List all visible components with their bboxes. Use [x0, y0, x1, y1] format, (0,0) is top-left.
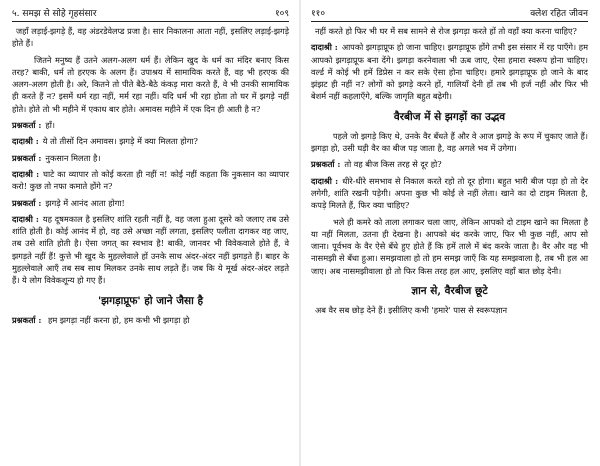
right-page [301, 0, 600, 466]
right-paragraphs-1 [311, 25, 588, 103]
paragraph-text: हम झगड़ा नहीं करना हो, हम कभी भी झगड़ा हो [48, 314, 190, 325]
paragraph [12, 197, 289, 209]
paragraph [12, 54, 289, 115]
speaker-label: दादाश्री : [12, 136, 39, 147]
speaker-label: प्रश्नकर्ता : [12, 152, 42, 163]
section-heading: वैरबीज में से झगड़ों का उद्भव [393, 110, 506, 123]
page-number: ११० [311, 9, 326, 19]
paragraph-text: पहले जो झगड़े किए थे, उनके वैर बँधते हैं और वे आज झगड़े के रूप में चुकाए जाते हैं। झगड़ा हो, उसी घड़ी वैर का बीज पड़ जाता है, वह अगले भव में उगेगा। [311, 130, 588, 154]
paragraph [311, 304, 588, 316]
page-number: १०९ [274, 9, 289, 19]
paragraph [311, 175, 588, 212]
speaker-label: दादाश्री : [311, 42, 338, 53]
paragraph [12, 135, 289, 147]
paragraph [12, 119, 289, 131]
left-paragraphs [12, 25, 289, 287]
right-paragraphs-2 [311, 130, 588, 277]
paragraph-text: धीरे-धीरे समभाव से निकाल करते रहो तो दूर होगा। बहुत भारी बीज पड़ा हो तो देर लगेगी, शांति रखनी पड़ेगी। अपना कुछ भी कोई ले नहीं लेता। खाने का दो टाइम मिलता है, कपड़े मिलते हैं, फिर क्या चाहिए? [311, 175, 588, 211]
paragraph-text: तो वह बीज किस तरह से दूर हो? [344, 159, 442, 170]
paragraph [311, 158, 588, 170]
paragraph-text: भले ही कमरे को ताला लगाकर चला जाए, लेकिन आपको दो टाइम खाने का मिलता है या नहीं मिलता, उतना ही देखना है। आपको बंद करके जाए, फिर भी कुछ नहीं, आप सो जाना। पूर्वभव के वैर ऐसे बँधे हुए होते हैं कि हमें ताले में बंद करके जाता है। वैर और वह भी नासमझी से बँधा हुआ। समझवाला हो तो हम समझ जाएँ कि यह समझवाला है, तब भी हल आ जाए। अब नासमझीवाला हो तो फिर किस तरह हल आए, इसलिए वहाँ बात छोड़ देनी। [311, 216, 588, 276]
speaker-label: दादाश्री : [12, 168, 40, 179]
paragraph [12, 213, 289, 287]
paragraph-text: यह दूषमकाल है इसलिए शांति रहती नहीं है, वह जला हुआ दूसरे को जलाए तब उसे शांति होती है। कोई आनंद में हो, वह उसे अच्छा नहीं लगता, इसलिए पलीता दागकर वह जाए, तब उसे शांति होती है। ऐसा जगत् का स्वभाव है! बाकी, जानवर भी विवेकवाले होते हैं, वे झगड़ते नहीं हैं! कुत्ते भी खुद के मुहल्लेवाले हों उनके साथ अंदर-अंदर नहीं झगड़ते हैं। बाहर के मुहल्लेवाले आएँ तब सब साथ मिलकर उनके साथ लड़ते हैं। जब कि ये मूर्ख अंदर-अंदर लड़ते हैं। ये लोग विवेकशून्य हो गए हैं। [12, 213, 289, 286]
section-heading: 'झगड़ाप्रूफ' हो जाने जैसा है [97, 294, 204, 307]
speaker-label: प्रश्नकर्ता : [12, 197, 42, 208]
speaker-label: दादाश्री : [12, 213, 39, 224]
paragraph [311, 130, 588, 155]
paragraph [12, 314, 289, 326]
paragraph [12, 25, 289, 50]
paragraph [311, 25, 588, 37]
paragraph [12, 152, 289, 164]
paragraph [311, 216, 588, 277]
paragraph-text: हाँ। [45, 120, 55, 131]
right-page-header [311, 6, 588, 22]
section-heading: ज्ञान से, वैरबीज छूटे [411, 285, 488, 298]
paragraph-text: घाटे का व्यापार तो कोई करता ही नहीं न! कोई नहीं कहता कि नुकसान का व्यापार करो! कुछ तो नफा कमाते होंगे न? [12, 168, 289, 192]
paragraph-text: अब वैर सब छोड़ देने हैं। इसीलिए कभी 'हमारे' पास से स्वरूपज्ञान [315, 305, 508, 316]
paragraph-text: नहीं करते हो फिर भी घर में सब सामने से रोज झगड़ा करते हों तो वहाँ क्या करना चाहिए? [315, 26, 577, 36]
paragraph-text: नुकसान मिलता है। [45, 152, 101, 163]
paragraph-text: जितने मनुष्य हैं उतने अलग-अलग धर्म हैं। लेकिन खुद के धर्म का मंदिर बनाए किस तरह? बाकी, धर्म तो हरएक के अलग हैं। उपाश्रय में सामायिक करते हैं, वह भी हरएक की अलग-अलग होती है। अरे, कितने तो पीते बैठे-बैठे कंकड़ मारा करते हैं, वे भी उनकी सामायिक ही करते हैं न? इसमें धर्म रहा नहीं, मर्म रहा नहीं। यदि धर्म भी रहा होता तो घर में झगड़े नहीं होते। होते तो भी महीने में एकाध बार होते। अमावस महीने में एक दिन ही आती है न? [12, 54, 289, 114]
speaker-label: प्रश्नकर्ता : [12, 120, 42, 131]
paragraph [12, 168, 289, 193]
paragraph [311, 41, 588, 102]
paragraph-text: झगड़े में आनंद आता होगा! [45, 197, 125, 208]
paragraph-text: ये तो तीसों दिन अमावस। झगड़े में क्या मिलता होगा? [42, 136, 198, 147]
speaker-label: प्रश्नकर्ता : [311, 159, 341, 170]
speaker-label: प्रश्नकर्ता : [12, 314, 42, 325]
paragraph-text: आपको झगड़ाप्रूफ हो जाना चाहिए। झगड़ाप्रूफ होंगे तभी इस संसार में रह पाएँगे। हम आपको झगड़ाप्रूफ बना देंगे। झगड़ा करनेवाला भी ऊब जाए, ऐसा हमारा स्वरूप होना चाहिए। वर्ल्ड में कोई भी हमें डिप्रेस न कर सके ऐसा होना चाहिए। हमारे झगड़ाप्रूफ हो जाने के बाद झंझट ही नहीं न? लोगों को झगड़े करने हों, गालियाँ देनी हों तब भी हर्ज नहीं और फिर भी बेशर्म नहीं कहलाएँगे, बल्कि जागृति बहुत बढ़ेगी। [311, 42, 588, 102]
book-title: क्लेश रहित जीवन [530, 9, 588, 19]
chapter-title: ५. समझ से सोहे गृहसंसार [12, 9, 97, 19]
speaker-label: दादाश्री : [311, 175, 339, 186]
left-page-header [12, 6, 289, 22]
paragraph-text: जहाँ लड़ाई-झगड़े हैं, वह अंडरडेवेलप्ड प्रजा है। सार निकालना आता नहीं, इसलिए लड़ाई-झगड़े होते हैं। [12, 26, 289, 49]
left-page [0, 0, 299, 466]
